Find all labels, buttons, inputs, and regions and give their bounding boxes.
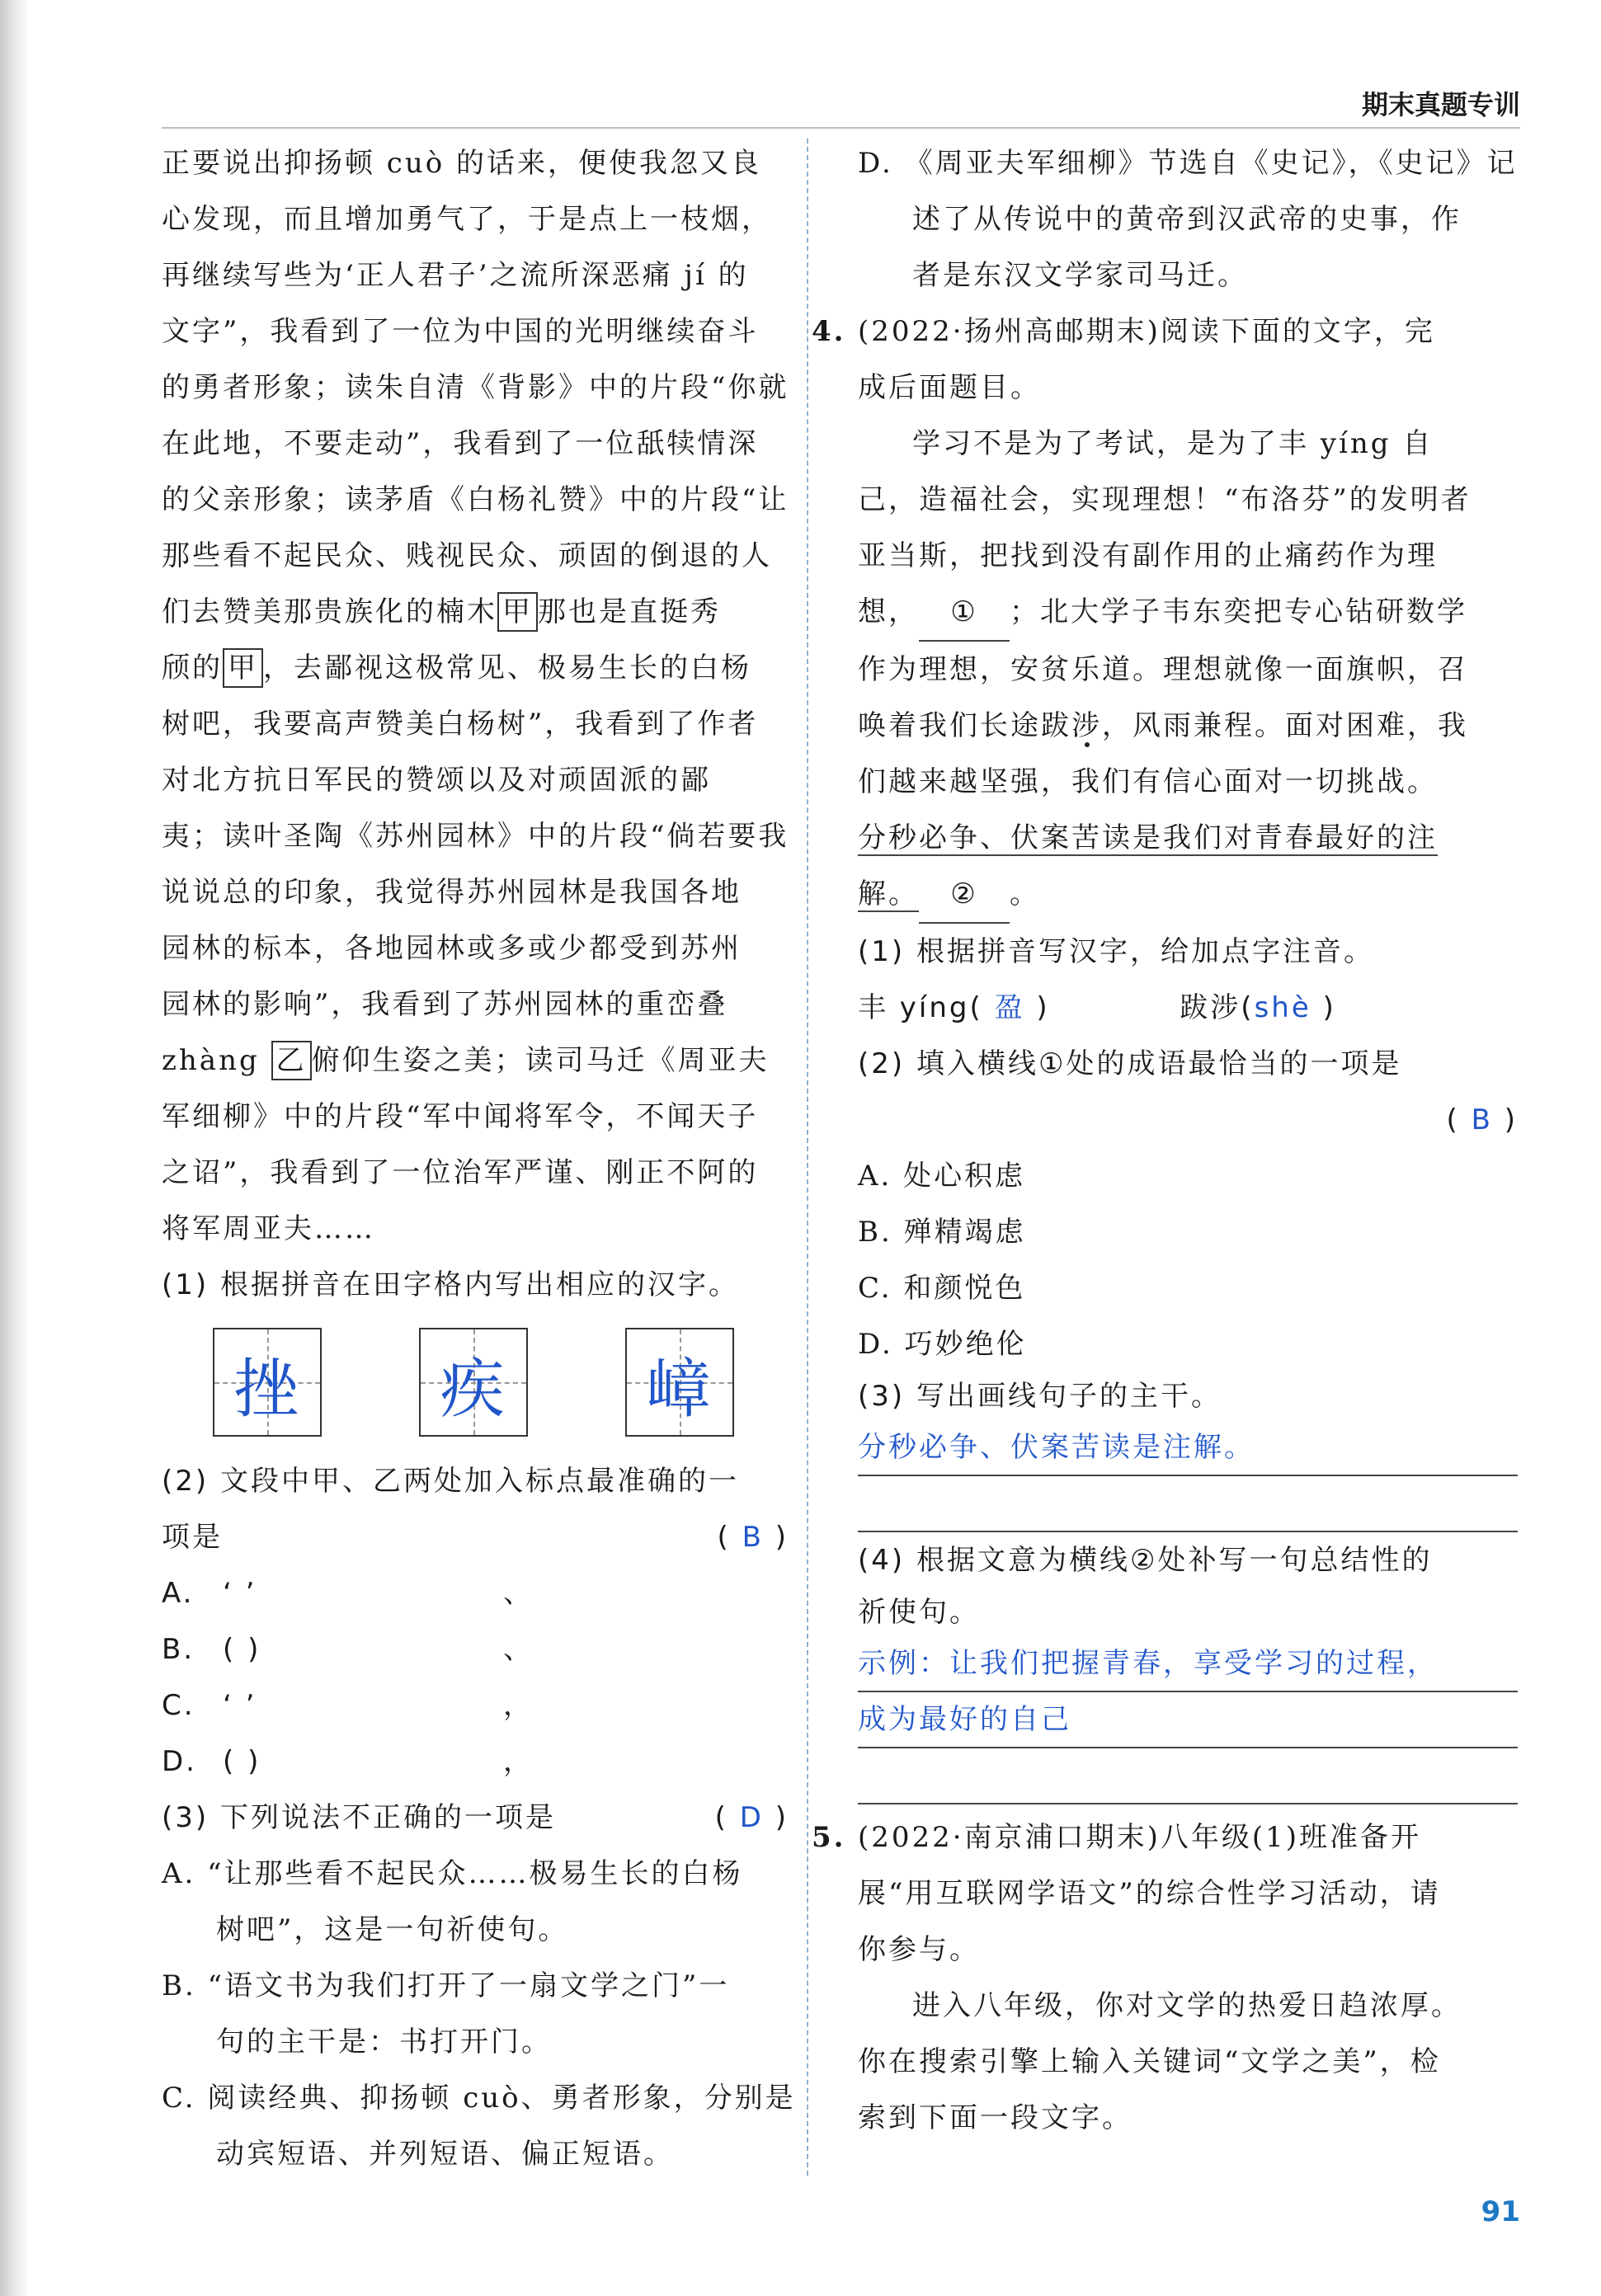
passage-line: 园林的影响”，我看到了苏州园林的重峦叠 — [162, 988, 728, 1021]
passage-line: 正要说出抑扬顿 cuò 的话来，便使我忽又良 — [162, 147, 762, 180]
q4-passage-line: 亚当斯，把找到没有副作用的止痛药作为理 — [858, 539, 1438, 572]
passage-line: 园林的标本，各地园林或多或少都受到苏州 — [162, 932, 742, 965]
answer-line[interactable]: 分秒必争、伏案苦读是注解。 — [858, 1420, 1518, 1476]
page-number: 91 — [1481, 2195, 1520, 2228]
question-4-title-cont: 成后面题目。 — [858, 371, 1041, 404]
passage-line: 树吧，我要高声赞美白杨树”，我看到了作者 — [162, 708, 759, 741]
mark-jia: 甲 — [497, 592, 538, 632]
mark-yi: 乙 — [271, 1041, 312, 1080]
question-3: (3) 下列说法不正确的一项是 ( D ) — [162, 1790, 789, 1846]
question-2: (2) 文段中甲、乙两处加入标点最准确的一 — [162, 1465, 739, 1498]
question-5-title-cont: 展“用互联网学语文”的综合性学习活动，请 — [858, 1877, 1441, 1910]
passage-line: 将军周亚夫…… — [162, 1212, 375, 1245]
answer-line-empty[interactable] — [858, 1748, 1518, 1804]
book-spine-shadow — [0, 0, 28, 2296]
option-a[interactable]: A. ‘ ’ 、 — [162, 1577, 534, 1610]
mark-jia: 甲 — [223, 648, 263, 688]
passage-line: 文字”，我看到了一位为中国的光明继续奋斗 — [162, 315, 759, 348]
underlined-sentence: 分秒必争、伏案苦读是我们对青春最好的注 — [858, 821, 1438, 854]
dotted-char: 涉 — [1071, 709, 1102, 742]
option-c-cont: 动宾短语、并列短语、偏正短语。 — [216, 2138, 674, 2171]
column-divider — [807, 139, 808, 2176]
q4-2-answer: B — [1471, 1103, 1493, 1136]
passage-line: 对北方抗日军民的赞颂以及对顽固派的鄙 — [162, 764, 711, 797]
question-4-1: (1) 根据拼音写汉字，给加点字注音。 — [858, 935, 1374, 968]
header-rule — [162, 127, 1520, 129]
tian-box[interactable] — [625, 1328, 734, 1437]
option-d[interactable]: D. 《周亚夫军细柳》节选自《史记》，《史记》记 — [858, 147, 1518, 180]
passage-line: 们去赞美那贵族化的楠木 甲 那也是直挺秀 — [162, 584, 789, 640]
passage-line: 说说总的印象，我觉得苏州园林是我国各地 — [162, 876, 742, 909]
q4-passage-line: 己，造福社会，实现理想！“布洛芬”的发明者 — [858, 483, 1472, 516]
passage-line: zhàng 乙 俯仰生姿之美；读司马迁《周亚夫 — [162, 1033, 789, 1089]
blank-1[interactable]: ① — [919, 584, 1010, 642]
passage-line: 心发现，而且增加勇气了，于是点上一枝烟， — [162, 203, 772, 236]
question-4-4-cont: 祈使句。 — [858, 1596, 980, 1629]
tian-box[interactable] — [419, 1328, 528, 1437]
passage-line: 那些看不起民众、贱视民众、顽固的倒退的人 — [162, 539, 772, 572]
q5-passage-line: 索到下面一段文字。 — [858, 2101, 1132, 2134]
passage-line: 的勇者形象；读朱自清《背影》中的片段“你就 — [162, 371, 789, 404]
option-b-cont: 句的主干是：书打开门。 — [216, 2025, 552, 2058]
q5-passage-line: 进入八年级，你对文学的热爱日趋浓厚。 — [912, 1989, 1462, 2022]
option-b[interactable]: B. 殚精竭虑 — [858, 1216, 1026, 1249]
passage-line: 夷；读叶圣陶《苏州园林》中的片段“倘若要我 — [162, 820, 789, 853]
passage-line: 在此地，不要走动”，我看到了一位舐犊情深 — [162, 427, 759, 460]
answer-bracket: ( B ) — [717, 1521, 789, 1554]
option-d[interactable]: D. ( ) ， — [162, 1745, 534, 1778]
page-header-title: 期末真题专训 — [1361, 89, 1520, 120]
q4-passage-line: 学习不是为了考试，是为了丰 yíng 自 — [912, 427, 1434, 460]
option-c[interactable]: C. ‘ ’ ， — [162, 1689, 534, 1722]
tian-answer: 嶂 — [646, 1353, 713, 1427]
option-c[interactable]: C. 和颜悦色 — [858, 1272, 1026, 1305]
option-b[interactable]: B. “语文书为我们打开了一扇文学之门”一 — [162, 1969, 730, 2002]
option-c[interactable]: C. 阅读经典、抑扬顿 cuò、勇者形象，分别是 — [162, 2082, 796, 2115]
q4-passage-line: 作为理想，安贫乐道。理想就像一面旗帜，召 — [858, 653, 1468, 686]
q4-1-answers: 丰 yíng( 盈 ) 跋涉(shè ) — [858, 991, 1336, 1024]
tian-grid-row — [213, 1328, 789, 1437]
option-a[interactable]: A. “让那些看不起民众……极易生长的白杨 — [162, 1857, 743, 1890]
q4-1-answer-b: shè — [1254, 991, 1311, 1024]
question-1: (1) 根据拼音在田字格内写出相应的汉字。 — [162, 1268, 739, 1301]
answer-line-empty[interactable] — [858, 1476, 1518, 1532]
answer-bracket: ( B ) — [1446, 1103, 1518, 1136]
option-a[interactable]: A. 处心积虑 — [858, 1160, 1026, 1193]
left-column — [162, 135, 796, 2182]
answer-line[interactable]: 示例：让我们把握青春，享受学习的过程， — [858, 1636, 1518, 1692]
right-column — [812, 135, 1518, 2146]
question-4-2: (2) 填入横线①处的成语最恰当的一项是 — [858, 1047, 1402, 1080]
option-d[interactable]: D. 巧妙绝伦 — [858, 1328, 1027, 1361]
q5-passage-line: 你在搜索引擎上输入关键词“文学之美”，检 — [858, 2045, 1441, 2078]
q4-passage-line: 想， ① ；北大学子韦东奕把专心钻研数学 — [858, 584, 1518, 642]
option-d-cont: 者是东汉文学家司马迁。 — [912, 259, 1248, 292]
question-5-title: 5. (2022·南京浦口期末)八年级(1)班准备开 — [812, 1821, 1422, 1854]
passage-line: 的父亲形象；读茅盾《白杨礼赞》中的片段“让 — [162, 483, 789, 516]
tian-box[interactable] — [213, 1328, 322, 1437]
option-d-cont: 述了从传说中的黄帝到汉武帝的史事，作 — [912, 203, 1462, 236]
tian-answer: 挫 — [233, 1353, 301, 1427]
q4-passage-line: 唤着我们长途跋涉，风雨兼程。面对困难，我 — [858, 709, 1468, 742]
q3-answer: D — [739, 1801, 764, 1834]
answer-line[interactable]: 成为最好的自己 — [858, 1692, 1518, 1748]
passage-line: 颀的 甲 ，去鄙视这极常见、极易生长的白杨 — [162, 640, 789, 696]
answer-bracket: ( D ) — [714, 1801, 789, 1834]
option-b[interactable]: B. ( ) 、 — [162, 1633, 534, 1666]
question-4-4: (4) 根据文意为横线②处补写一句总结性的 — [858, 1544, 1433, 1577]
q4-passage-line: 们越来越坚强，我们有信心面对一切挑战。 — [858, 765, 1438, 798]
question-4-3: (3) 写出画线句子的主干。 — [858, 1380, 1222, 1413]
question-2-line2: 项是 ( B ) — [162, 1509, 789, 1565]
q4-1-answer-a: 盈 — [994, 991, 1025, 1024]
option-a-cont: 树吧”，这是一句祈使句。 — [216, 1913, 569, 1946]
tian-answer: 疾 — [440, 1353, 507, 1427]
question-4-title: 4. (2022·扬州高邮期末)阅读下面的文字，完 — [812, 315, 1435, 348]
passage-line: 再继续写些为‘正人君子’之流所深恶痛 jí 的 — [162, 259, 749, 292]
passage-line: 军细柳》中的片段“军中闻将军令，不闻天子 — [162, 1100, 759, 1133]
question-5-title-cont: 你参与。 — [858, 1933, 980, 1966]
q2-answer: B — [742, 1521, 764, 1554]
blank-2[interactable]: ② — [919, 866, 1010, 924]
passage-line: 之诏”，我看到了一位治军严谨、刚正不阿的 — [162, 1156, 759, 1189]
q4-passage-line: 解。 ② 。 — [858, 866, 1518, 924]
